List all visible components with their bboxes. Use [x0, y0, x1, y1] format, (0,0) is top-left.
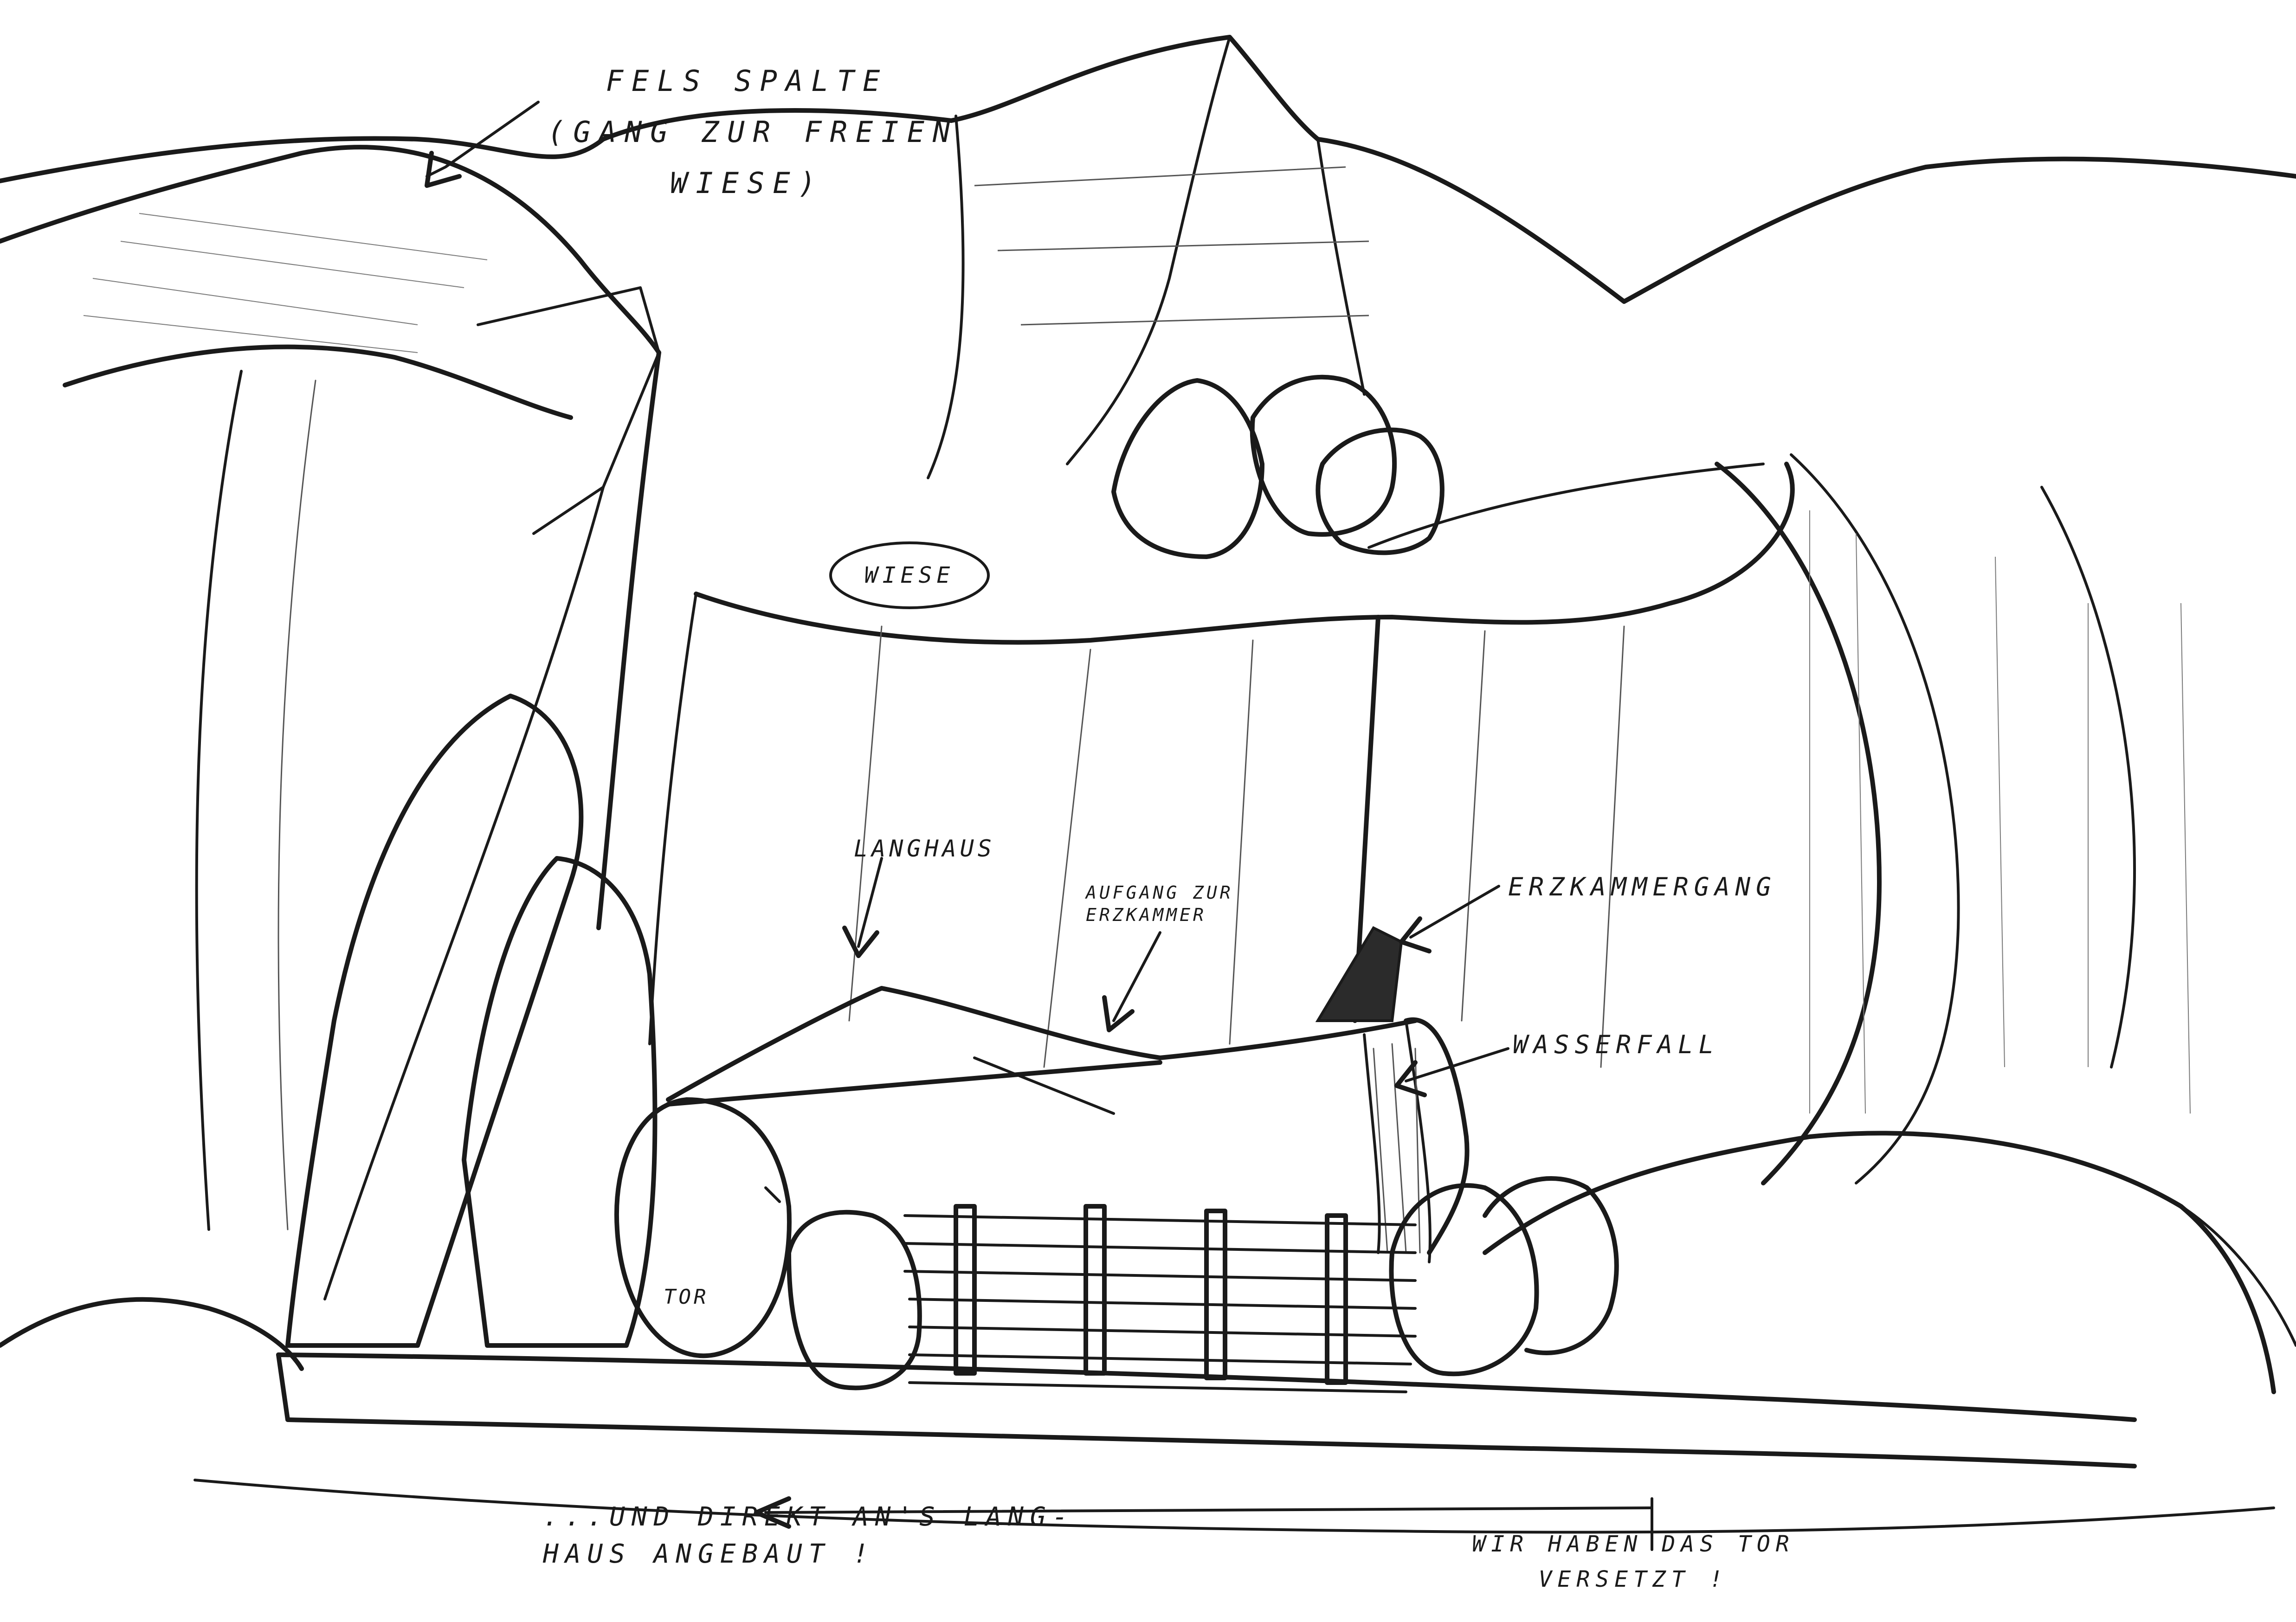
label-erzkammergang: ERZKAMMERGANG	[1508, 872, 1777, 901]
note-tor-line-2: VERSETZT !	[1538, 1566, 1728, 1592]
note-langhaus-line-1: ...UND DIREKT AN'S LANG-	[543, 1502, 1075, 1532]
label-fels-spalte-line-1: FELS SPALTE	[606, 64, 889, 98]
note-langhaus-angebaut	[543, 1499, 1074, 1573]
label-tor: TOR	[664, 1285, 709, 1309]
label-aufgang-line-1: AUFGANG ZUR	[1086, 882, 1233, 903]
label-fels-spalte-line-2: (GANG ZUR FREIEN	[548, 115, 959, 149]
note-tor-line-1: WIR HABEN DAS TOR	[1472, 1531, 1795, 1557]
label-fels-spalte	[548, 56, 959, 209]
label-langhaus: LANGHAUS	[854, 835, 995, 862]
label-wasserfall: WASSERFALL	[1513, 1030, 1720, 1059]
label-aufgang-erzkammer	[1086, 882, 1233, 926]
label-fels-spalte-line-3: WIESE)	[670, 166, 824, 200]
label-wiese: WIESE	[864, 562, 955, 588]
label-aufgang-line-2: ERZKAMMER	[1086, 905, 1206, 925]
note-langhaus-line-2: HAUS ANGEBAUT !	[543, 1539, 875, 1569]
note-tor-versetzt	[1452, 1526, 1814, 1597]
